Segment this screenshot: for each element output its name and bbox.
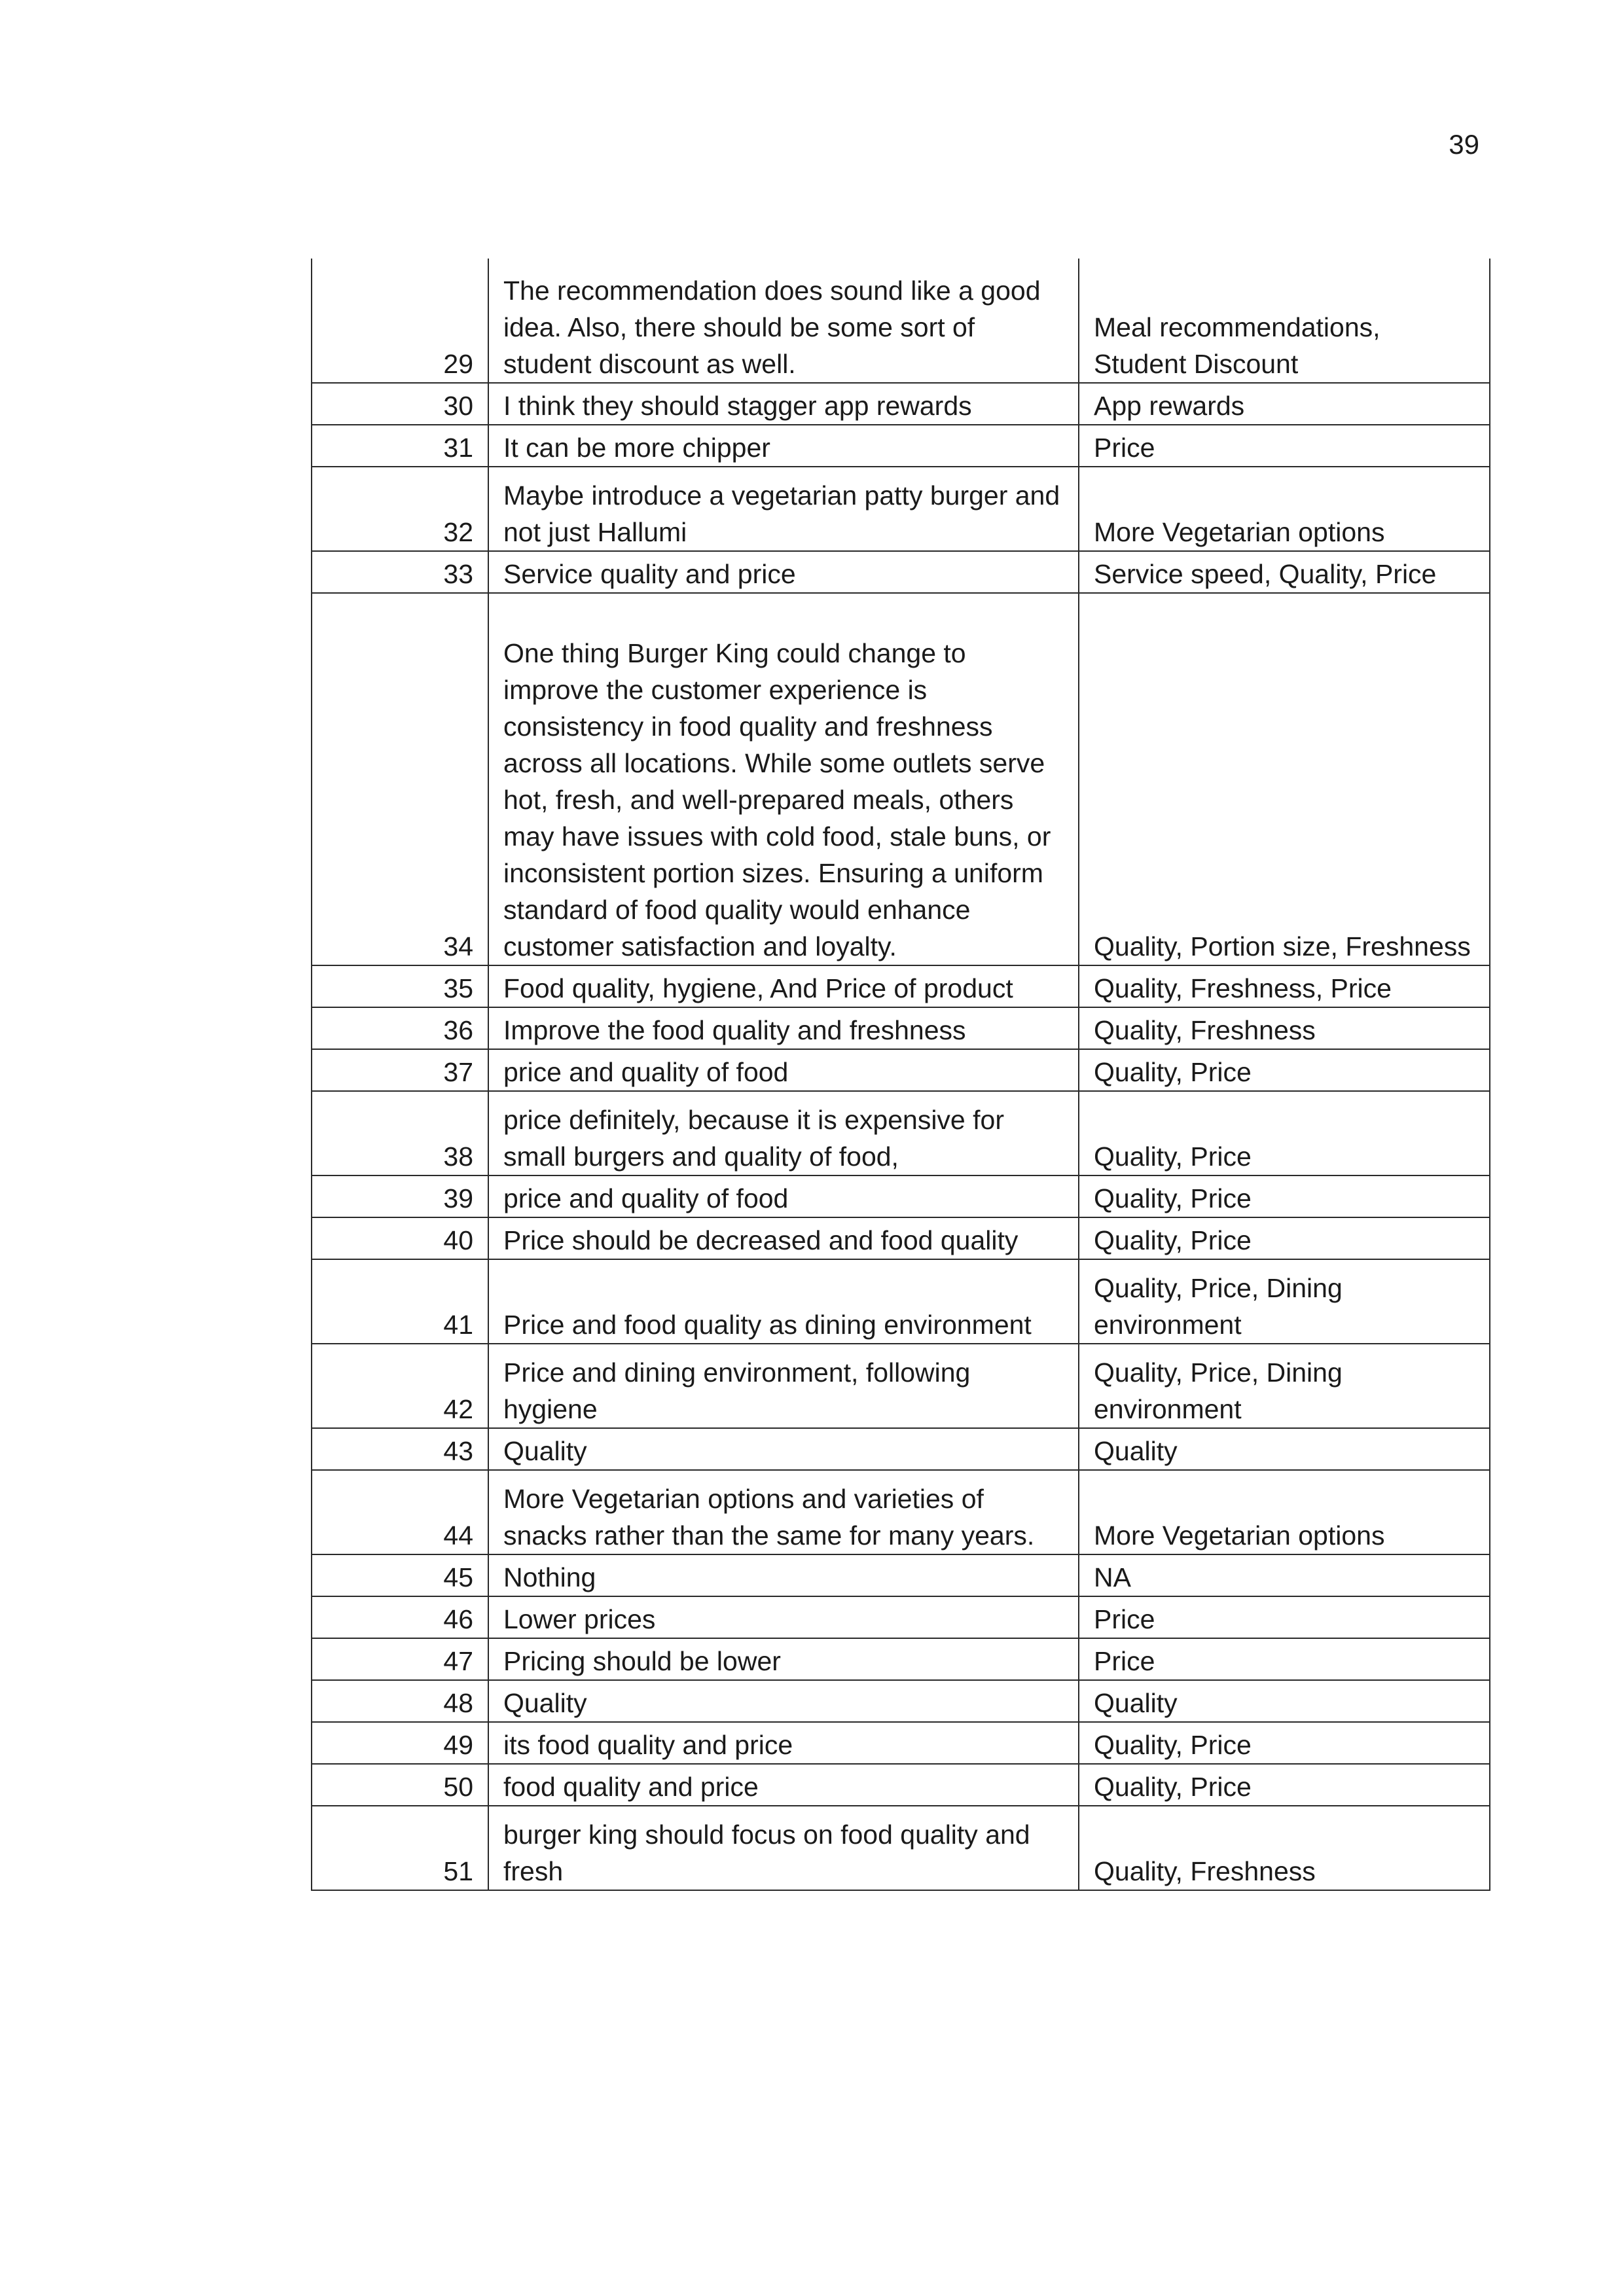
row-number: 34: [312, 593, 488, 965]
row-number: 50: [312, 1764, 488, 1806]
theme-text: Quality, Freshness, Price: [1079, 965, 1490, 1007]
response-text: Nothing: [488, 1554, 1079, 1596]
row-number: 35: [312, 965, 488, 1007]
theme-text: Service speed, Quality, Price: [1079, 551, 1490, 593]
response-text: Price and food quality as dining environment: [488, 1259, 1079, 1344]
table-row: [312, 383, 1490, 425]
row-number: 48: [312, 1680, 488, 1722]
row-number: 46: [312, 1596, 488, 1638]
table-row: [312, 1344, 1490, 1428]
theme-text: Quality, Portion size, Freshness: [1079, 593, 1490, 965]
theme-text: Quality, Price: [1079, 1764, 1490, 1806]
theme-text: Quality, Price: [1079, 1217, 1490, 1259]
table-row: [312, 1764, 1490, 1806]
row-number: 43: [312, 1428, 488, 1470]
table-row: [312, 593, 1490, 965]
response-text: food quality and price: [488, 1764, 1079, 1806]
row-number: 44: [312, 1470, 488, 1554]
table-row: [312, 1217, 1490, 1259]
table-row: [312, 467, 1490, 551]
response-text: its food quality and price: [488, 1722, 1079, 1764]
theme-text: NA: [1079, 1554, 1490, 1596]
row-number: 38: [312, 1091, 488, 1175]
theme-text: Price: [1079, 1638, 1490, 1680]
row-number: 32: [312, 467, 488, 551]
row-number: 33: [312, 551, 488, 593]
row-number: 30: [312, 383, 488, 425]
table-row: [312, 1596, 1490, 1638]
theme-text: Quality, Price: [1079, 1722, 1490, 1764]
row-number: 40: [312, 1217, 488, 1259]
table-row: [312, 1428, 1490, 1470]
row-number: 45: [312, 1554, 488, 1596]
table-row: [312, 259, 1490, 383]
theme-text: More Vegetarian options: [1079, 1470, 1490, 1554]
responses-table-body: [312, 259, 1490, 1890]
table-row: [312, 1259, 1490, 1344]
response-text: I think they should stagger app rewards: [488, 383, 1079, 425]
row-number: 51: [312, 1806, 488, 1890]
table-row: [312, 1680, 1490, 1722]
page-number: 39: [1449, 129, 1479, 160]
response-text: Quality: [488, 1428, 1079, 1470]
theme-text: Quality: [1079, 1680, 1490, 1722]
theme-text: Quality, Price, Dining environment: [1079, 1344, 1490, 1428]
row-number: 49: [312, 1722, 488, 1764]
response-text: price and quality of food: [488, 1175, 1079, 1217]
table-row: [312, 1722, 1490, 1764]
theme-text: Meal recommendations, Student Discount: [1079, 259, 1490, 383]
theme-text: Quality, Price, Dining environment: [1079, 1259, 1490, 1344]
table-row: [312, 1007, 1490, 1049]
row-number: 31: [312, 425, 488, 467]
response-text: Lower prices: [488, 1596, 1079, 1638]
response-text: More Vegetarian options and varieties of snacks rather than the same for many years.: [488, 1470, 1079, 1554]
response-text: Pricing should be lower: [488, 1638, 1079, 1680]
theme-text: Quality, Price: [1079, 1091, 1490, 1175]
response-text: Price should be decreased and food quality: [488, 1217, 1079, 1259]
theme-text: Quality, Price: [1079, 1175, 1490, 1217]
theme-text: Price: [1079, 425, 1490, 467]
table-row: [312, 1638, 1490, 1680]
response-text: It can be more chipper: [488, 425, 1079, 467]
response-text: Price and dining environment, following hygiene: [488, 1344, 1079, 1428]
table-row: [312, 1806, 1490, 1890]
row-number: 29: [312, 259, 488, 383]
theme-text: Quality, Freshness: [1079, 1806, 1490, 1890]
response-text: price and quality of food: [488, 1049, 1079, 1091]
response-text: burger king should focus on food quality and fresh: [488, 1806, 1079, 1890]
response-text: price definitely, because it is expensive for small burgers and quality of food,: [488, 1091, 1079, 1175]
response-text: The recommendation does sound like a good idea. Also, there should be some sort of student discount as well.: [488, 259, 1079, 383]
responses-table: [311, 259, 1490, 1891]
theme-text: More Vegetarian options: [1079, 467, 1490, 551]
response-text: Improve the food quality and freshness: [488, 1007, 1079, 1049]
table-row: [312, 1091, 1490, 1175]
row-number: 39: [312, 1175, 488, 1217]
table-row: [312, 1554, 1490, 1596]
table-row: [312, 965, 1490, 1007]
table-row: [312, 551, 1490, 593]
theme-text: Quality: [1079, 1428, 1490, 1470]
row-number: 36: [312, 1007, 488, 1049]
theme-text: Quality, Freshness: [1079, 1007, 1490, 1049]
row-number: 41: [312, 1259, 488, 1344]
theme-text: Price: [1079, 1596, 1490, 1638]
response-text: One thing Burger King could change to improve the customer experience is consistency in food quality and freshness across all locations. While some outlets serve hot, fresh, and well-prepared meals, others may have issues with cold food, stale buns, or inconsistent portion sizes. Ensuring a uniform standard of food quality would enhance customer satisfaction and loyalty.: [488, 593, 1079, 965]
row-number: 37: [312, 1049, 488, 1091]
theme-text: Quality, Price: [1079, 1049, 1490, 1091]
table-row: [312, 1049, 1490, 1091]
table-row: [312, 425, 1490, 467]
response-text: Service quality and price: [488, 551, 1079, 593]
response-text: Quality: [488, 1680, 1079, 1722]
response-text: Food quality, hygiene, And Price of product: [488, 965, 1079, 1007]
row-number: 47: [312, 1638, 488, 1680]
table-row: [312, 1470, 1490, 1554]
table-row: [312, 1175, 1490, 1217]
response-text: Maybe introduce a vegetarian patty burger and not just Hallumi: [488, 467, 1079, 551]
theme-text: App rewards: [1079, 383, 1490, 425]
row-number: 42: [312, 1344, 488, 1428]
